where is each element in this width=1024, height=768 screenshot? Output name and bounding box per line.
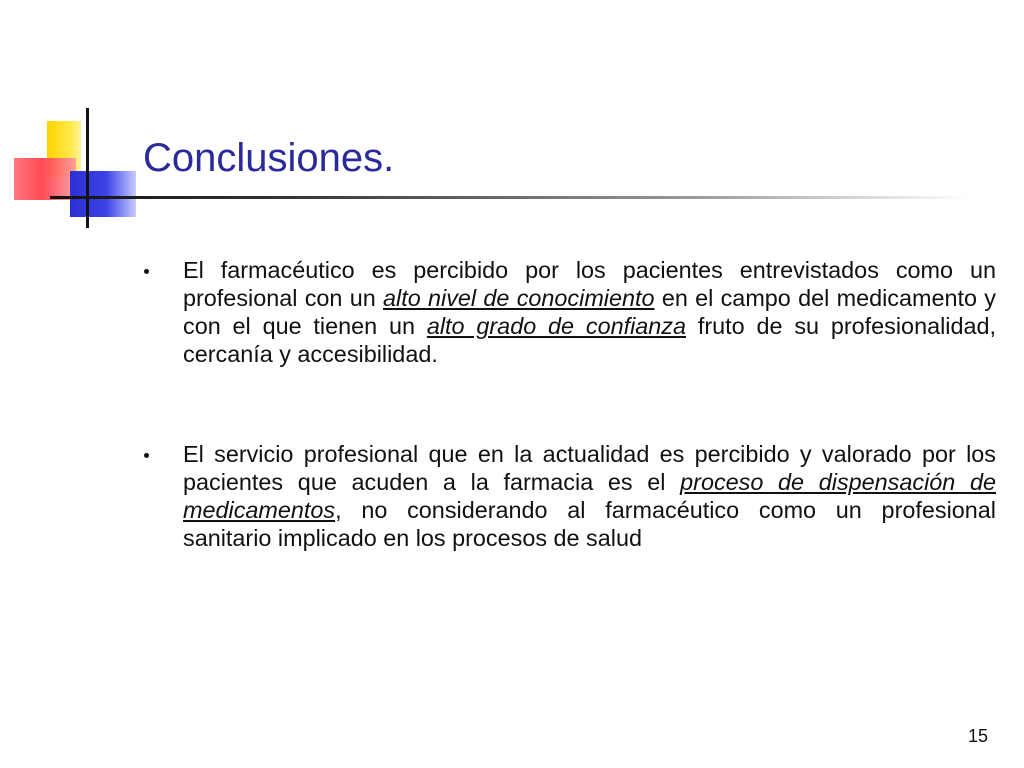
title-divider xyxy=(50,196,970,199)
bullet-list xyxy=(140,256,996,552)
bullet-text: El farmacéutico es percibido por los pacientes entrevistados como un profesional con un xyxy=(183,257,996,311)
bullet-item xyxy=(140,256,996,368)
emphasis-text: alto grado de confianza xyxy=(426,313,687,339)
decorative-logo-icon xyxy=(0,0,160,240)
blue-square-shape xyxy=(70,171,136,217)
bullet-text: El servicio profesional que en la actualidad es percibido y valorado por los pacientes que acuden a la farmacia es el xyxy=(183,441,996,495)
emphasis-text: alto nivel de conocimiento xyxy=(383,285,655,311)
red-square-shape xyxy=(14,158,76,200)
slide-title: Conclusiones. xyxy=(143,136,395,180)
bullet-text: , no considerando al farmacéutico como un profesional sanitario implicado en los procesos de salud xyxy=(183,497,996,551)
page-number: 15 xyxy=(968,726,989,746)
bullet-dot-icon xyxy=(144,453,149,458)
emphasis-text: proceso de dispensación de medicamentos xyxy=(183,469,996,523)
bullet-item xyxy=(140,440,996,552)
bullet-text: en el campo del medicamento y con el que tienen un xyxy=(183,285,996,339)
bullet-dot-icon xyxy=(144,269,149,274)
bullet-text: fruto de su profesionalidad, cercanía y accesibilidad. xyxy=(183,313,997,367)
vertical-rule xyxy=(86,108,89,228)
